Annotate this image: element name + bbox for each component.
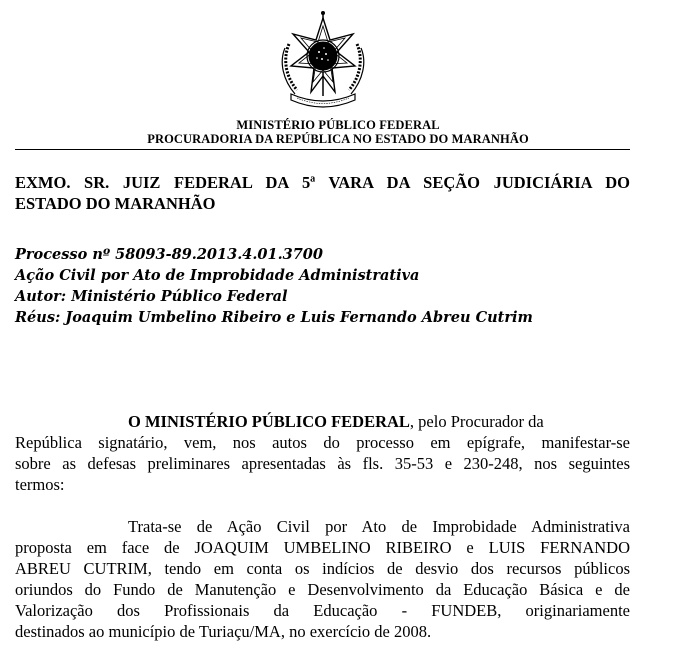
header-divider	[15, 149, 630, 150]
institution-division: PROCURADORIA DA REPÚBLICA NO ESTADO DO MARANHÃO	[147, 132, 529, 146]
institution-name: MINISTÉRIO PÚBLICO FEDERAL	[236, 118, 440, 132]
addressee-line-2: ESTADO DO MARANHÃO	[15, 194, 216, 213]
addressee-heading	[15, 172, 630, 214]
mpf-lead: O MINISTÉRIO PÚBLICO FEDERAL	[128, 412, 410, 431]
paragraph-manifestation	[15, 411, 630, 495]
brasao-da-republica-seal	[275, 10, 371, 114]
paragraph-text: , pelo Procurador da	[409, 412, 544, 431]
paragraph-line: proposta em face de JOAQUIM UMBELINO RIBEIRO e LUIS FERNANDO	[15, 538, 630, 557]
paragraph-summary	[15, 516, 630, 642]
paragraph-line	[15, 411, 630, 432]
addressee-line-1: EXMO. SR. JUIZ FEDERAL DA 5ª VARA DA SEÇÃO JUDICIÁRIA DO	[15, 173, 630, 192]
author: Autor: Ministério Público Federal	[15, 288, 288, 305]
case-details	[15, 244, 630, 328]
paragraph-line: ABREU CUTRIM, tendo em conta os indícios de desvio dos recursos públicos	[15, 559, 630, 578]
action-type: Ação Civil por Ato de Improbidade Administrativa	[15, 267, 420, 284]
paragraph-line: Trata-se de Ação Civil por Ato de Improbidade Administrativa	[128, 517, 630, 536]
paragraph-line: destinados ao município de Turiaçu/MA, no exercício de 2008.	[15, 622, 432, 641]
paragraph-line: oriundos do Fundo de Manutenção e Desenvolvimento da Educação Básica e de	[15, 580, 630, 599]
paragraph-line: República signatário, vem, nos autos do processo em epígrafe, manifestar-se	[15, 433, 630, 452]
paragraph-line: sobre as defesas preliminares apresentadas às fls. 35-53 e 230-248, nos seguintes	[15, 454, 630, 473]
paragraph-line: Valorização dos Profissionais da Educação - FUNDEB, originariamente	[15, 601, 630, 620]
paragraph-line: termos:	[15, 475, 65, 494]
defendants: Réus: Joaquim Umbelino Ribeiro e Luis Fernando Abreu Cutrim	[15, 309, 533, 326]
process-number: Processo nº 58093-89.2013.4.01.3700	[15, 246, 323, 263]
